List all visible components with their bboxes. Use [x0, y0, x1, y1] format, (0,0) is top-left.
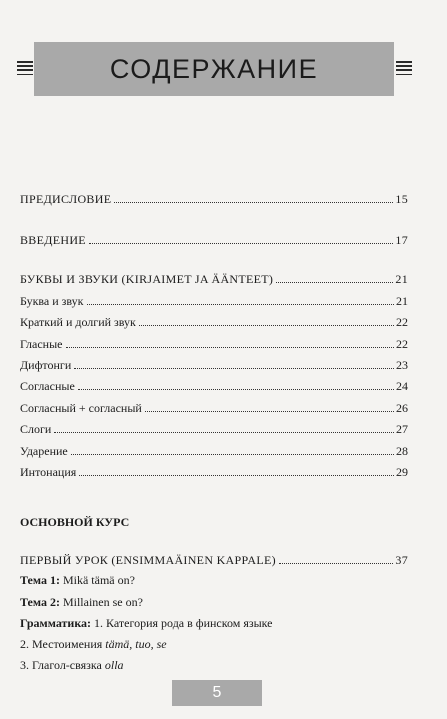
page-number: 5	[212, 684, 222, 701]
toc-page: 27	[396, 422, 408, 436]
leader-dots	[66, 347, 395, 348]
toc-label: Дифтонги	[20, 358, 72, 372]
leader-dots	[78, 389, 394, 390]
grammar-prefix: Грамматика:	[20, 616, 92, 630]
toc-entry-preface[interactable]	[20, 188, 408, 206]
title-banner	[34, 42, 394, 96]
toc-label: Гласные	[20, 337, 63, 351]
toc-entry-introduction[interactable]	[20, 229, 408, 247]
toc-page: 22	[396, 315, 408, 329]
leader-dots	[89, 243, 393, 244]
leader-dots	[74, 368, 394, 369]
topic-prefix: Тема 1:	[20, 573, 60, 587]
item-words: tämä, tuo, se	[105, 637, 167, 651]
toc-label: Ударение	[20, 444, 68, 458]
leader-dots	[145, 411, 394, 412]
item-word: olla	[104, 658, 124, 672]
toc-label: Буква и звук	[20, 294, 84, 308]
toc-entry-diphthongs[interactable]	[20, 354, 408, 372]
toc-label: Согласный + согласный	[20, 401, 142, 415]
toc-entry-letters-sounds[interactable]	[20, 268, 408, 286]
toc-entry-short-long[interactable]	[20, 311, 408, 329]
toc-label: Слоги	[20, 422, 52, 436]
toc-entry-syllables[interactable]	[20, 418, 408, 436]
lesson-grammar-item-2	[20, 637, 167, 652]
leader-dots	[114, 202, 393, 203]
topic-text: Mikä tämä on?	[59, 573, 135, 587]
toc-page: 23	[396, 358, 408, 372]
toc-entry-letter-sound[interactable]	[20, 290, 408, 308]
lesson-grammar-item-3	[20, 658, 124, 673]
item-text: 3. Глагол-связка	[20, 658, 105, 672]
lesson-topic-2	[20, 595, 143, 610]
grammar-text: 1. Категория рода в финском языке	[91, 616, 273, 630]
leader-dots	[279, 563, 394, 564]
toc-page: 17	[395, 233, 408, 247]
leader-dots	[54, 432, 394, 433]
page-title: СОДЕРЖАНИЕ	[109, 53, 319, 84]
toc-label: ПЕРВЫЙ УРОК (ENSIMMAÄINEN KAPPALE)	[20, 553, 276, 567]
page-number-badge	[172, 680, 262, 706]
leader-dots	[79, 475, 394, 476]
toc-page: 28	[396, 444, 408, 458]
leader-dots	[276, 282, 393, 283]
toc-entry-vowels[interactable]	[20, 333, 408, 351]
item-text: 2. Местоимения	[20, 637, 106, 651]
toc-label: БУКВЫ И ЗВУКИ (KIRJAIMET JA ÄÄNTEET)	[20, 272, 274, 286]
toc-label: ВВЕДЕНИЕ	[20, 233, 86, 247]
toc-page: 15	[395, 192, 408, 206]
lesson-topic-1	[20, 573, 135, 588]
toc-page: 22	[396, 337, 408, 351]
toc-entry-stress[interactable]	[20, 440, 408, 458]
toc-label: Согласные	[20, 379, 75, 393]
toc-page: 37	[395, 553, 408, 567]
topic-text: Millainen se on?	[59, 595, 143, 609]
leader-dots	[71, 454, 394, 455]
toc-label: Краткий и долгий звук	[20, 315, 136, 329]
section-heading-main-course: ОСНОВНОЙ КУРС	[20, 515, 130, 529]
toc-page: 21	[396, 294, 408, 308]
decorative-lines-left	[17, 61, 33, 78]
toc-page: 29	[396, 465, 408, 479]
leader-dots	[139, 325, 394, 326]
leader-dots	[87, 304, 394, 305]
toc-entry-lesson-1[interactable]	[20, 549, 408, 567]
toc-entry-consonants[interactable]	[20, 375, 408, 393]
toc-label: Интонация	[20, 465, 77, 479]
topic-prefix: Тема 2:	[20, 595, 60, 609]
toc-page: 21	[395, 272, 408, 286]
toc-entry-intonation[interactable]	[20, 461, 408, 479]
lesson-grammar	[20, 616, 273, 631]
toc-page: 26	[396, 401, 408, 415]
toc-entry-consonant-pairs[interactable]	[20, 397, 408, 415]
toc-label: ПРЕДИСЛОВИЕ	[20, 192, 112, 206]
decorative-lines-right	[396, 61, 412, 78]
toc-page: 24	[396, 379, 408, 393]
